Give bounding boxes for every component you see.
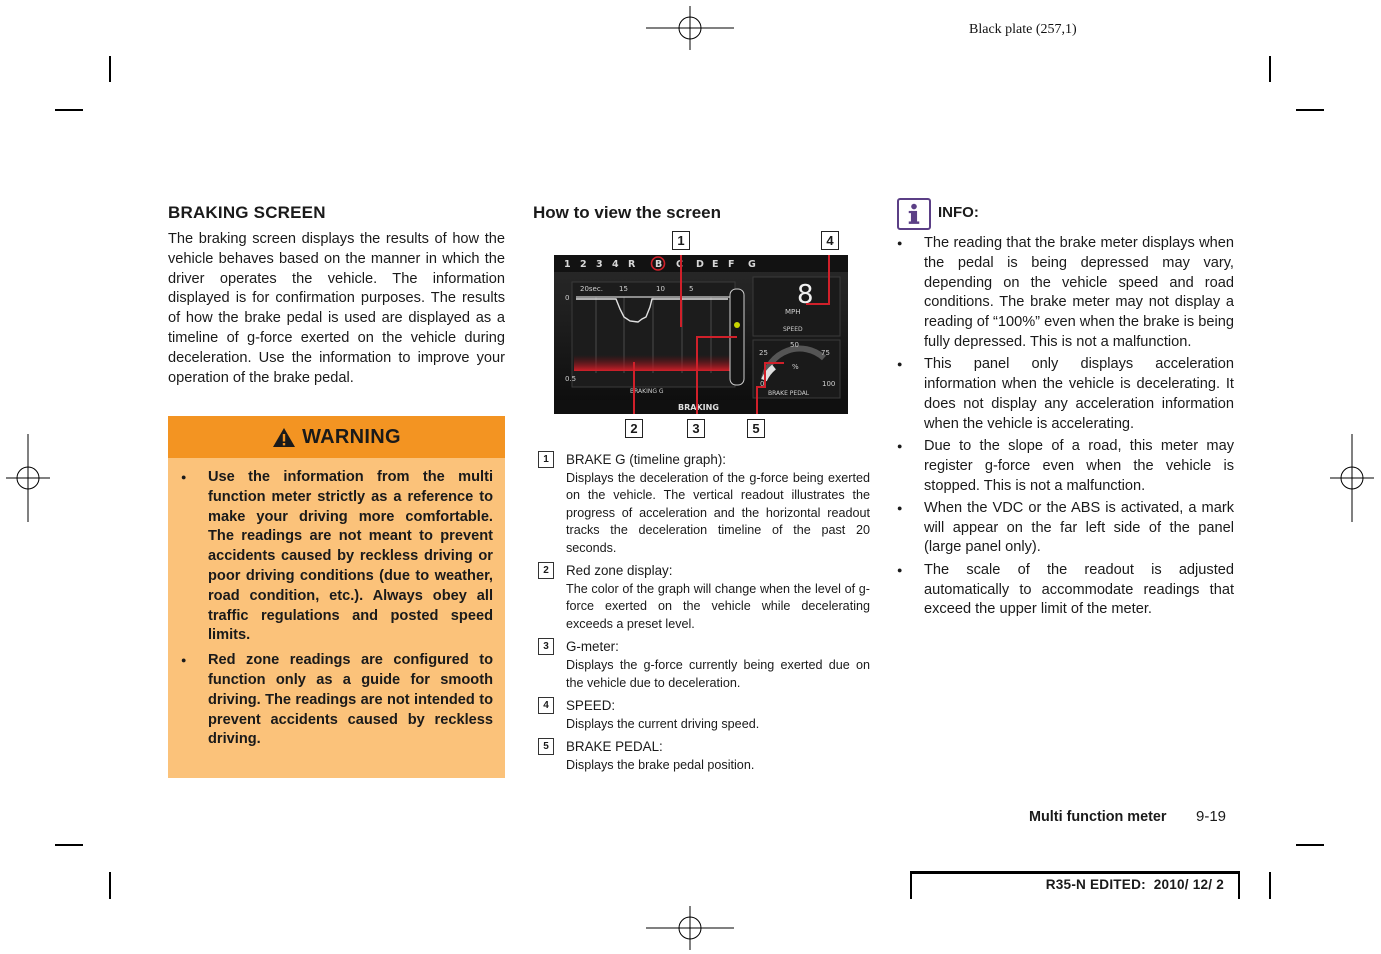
legend-item bbox=[538, 737, 870, 774]
gear-label: B bbox=[655, 259, 663, 270]
edition-box bbox=[910, 871, 1240, 899]
legend-number: 4 bbox=[538, 697, 554, 714]
timeline-tick: 15 bbox=[619, 285, 628, 293]
section-heading: How to view the screen bbox=[533, 203, 721, 222]
gear-label: 1 bbox=[564, 259, 571, 270]
warning-title: WARNING bbox=[302, 425, 401, 448]
info-item: ● Due to the slope of a road, this meter may register g-force even when the vehicle is stopped. This is not a malfunction. bbox=[896, 437, 1234, 496]
warning-item: ● Red zone readings are configured to function only as a guide for smooth driving. The readings are not intended to prevent accidents caused by reckless driving. bbox=[168, 651, 505, 750]
legend-description: Displays the g-force currently being exerted due on the vehicle due to deceleration. bbox=[566, 658, 870, 690]
gear-label: F bbox=[728, 259, 735, 270]
speed-label: SPEED bbox=[783, 326, 803, 333]
gear-label: 2 bbox=[580, 259, 587, 270]
g-meter-marker bbox=[734, 322, 740, 328]
warning-triangle-icon bbox=[272, 427, 296, 448]
pedal-max: 100 bbox=[822, 380, 836, 388]
legend-item bbox=[538, 637, 870, 692]
callout-5: 5 bbox=[747, 419, 765, 438]
gear-label: 3 bbox=[596, 259, 603, 270]
red-zone bbox=[574, 355, 732, 371]
legend-label: G-meter: bbox=[566, 639, 619, 655]
registration-mark-icon bbox=[646, 906, 734, 950]
legend-item bbox=[538, 561, 870, 633]
crop-mark bbox=[1296, 109, 1324, 111]
info-item: ● The scale of the readout is adjusted automatically to accommodate readings that exceed the upper limit of the meter. bbox=[896, 561, 1234, 620]
legend-item bbox=[538, 696, 870, 733]
braking-screen-display bbox=[554, 255, 848, 414]
legend-number: 1 bbox=[538, 451, 554, 468]
info-label: INFO: bbox=[938, 204, 979, 221]
crop-mark bbox=[55, 109, 83, 111]
crop-mark bbox=[1269, 56, 1271, 82]
warning-item: ● Use the information from the multi function meter strictly as a reference to make your driving more comfortable. The readings are not meant to prevent accidents caused by reckless driving or poor driving conditions (due to weather, road condition, etc.). Always obey all traffic regulations and posted speed limits. bbox=[168, 468, 505, 646]
info-item: ● When the VDC or the ABS is activated, a mark will appear on the far left side of the panel (large panel only). bbox=[896, 499, 1234, 558]
legend-description: Displays the brake pedal position. bbox=[566, 758, 755, 773]
gear-label: E bbox=[712, 259, 719, 270]
legend-label: Red zone display: bbox=[566, 563, 673, 579]
speed-value: 8 bbox=[797, 280, 814, 310]
pedal-label: BRAKE PEDAL bbox=[768, 390, 810, 397]
registration-mark-icon bbox=[646, 6, 734, 50]
warning-header bbox=[168, 416, 505, 458]
pedal-unit: % bbox=[792, 363, 799, 371]
registration-mark-icon bbox=[1330, 434, 1374, 522]
crop-mark bbox=[1296, 844, 1324, 846]
crop-mark bbox=[1269, 872, 1271, 899]
pedal-tick: 50 bbox=[790, 341, 799, 349]
info-list bbox=[896, 234, 1234, 623]
gear-label: R bbox=[628, 259, 636, 270]
y-axis-bottom: 0.5 bbox=[565, 375, 577, 383]
footer-section-title: Multi function meter bbox=[1029, 809, 1167, 825]
legend-item bbox=[538, 450, 870, 557]
speed-unit: MPH bbox=[785, 308, 801, 316]
plate-label: Black plate (257,1) bbox=[969, 22, 1077, 37]
legend-number: 3 bbox=[538, 638, 554, 655]
callout-3: 3 bbox=[687, 419, 705, 438]
callout-2: 2 bbox=[625, 419, 643, 438]
intro-paragraph: The braking screen displays the results of how the vehicle behaves based on the manner in which the driver operates the vehicle. The information displayed is for confirmation purposes. The results of how the brake pedal is used are displayed as a timeline of g-force exerted on the vehicle during deceleration. Use the information to improve your operation of the brake pedal. bbox=[168, 231, 505, 386]
gear-label: D bbox=[696, 259, 704, 270]
timeline-tick: 5 bbox=[689, 285, 694, 293]
legend-label: BRAKE PEDAL: bbox=[566, 739, 663, 755]
warning-list bbox=[168, 468, 505, 755]
legend-description: Displays the current driving speed. bbox=[566, 717, 760, 732]
pedal-tick: 75 bbox=[821, 349, 830, 357]
legend-description: The color of the graph will change when the level of g-force exerted on the vehicle while decelerating exceeds a preset level. bbox=[566, 582, 870, 631]
legend-label: SPEED: bbox=[566, 698, 616, 714]
callout-4: 4 bbox=[821, 231, 839, 250]
gear-label: 4 bbox=[612, 259, 619, 270]
legend-number: 2 bbox=[538, 562, 554, 579]
edition-text: R35-N EDITED: 2010/ 12/ 2 bbox=[1045, 877, 1224, 892]
warning-box bbox=[168, 416, 505, 778]
section-heading: BRAKING SCREEN bbox=[168, 203, 326, 222]
legend-label: BRAKE G (timeline graph): bbox=[566, 452, 727, 467]
y-axis-top: 0 bbox=[565, 294, 570, 302]
timeline-tick: 20sec. bbox=[580, 285, 603, 293]
info-icon bbox=[897, 198, 931, 230]
gear-label: C bbox=[676, 259, 683, 270]
crop-mark bbox=[109, 56, 111, 82]
page-number: 9-19 bbox=[1196, 808, 1227, 825]
pedal-min: 0 bbox=[760, 380, 765, 388]
registration-mark-icon bbox=[6, 434, 50, 522]
info-item: ● The reading that the brake meter displays when the pedal is being depressed may vary, depending on the vehicle speed and road conditions. The brake meter may not display a reading of “100%” even when the brake is being fully depressed. This is not a malfunction. bbox=[896, 234, 1234, 353]
callout-1: 1 bbox=[672, 231, 690, 250]
pedal-tick: 25 bbox=[759, 349, 768, 357]
legend-number: 5 bbox=[538, 738, 554, 755]
timeline-tick: 10 bbox=[656, 285, 665, 293]
legend-description: Displays the deceleration of the g-force being exerted on the vehicle. The vertical readout illustrates the progress of acceleration and the horizontal readout tracks the deceleration timeline of the past 20 seconds. bbox=[566, 471, 870, 555]
graph-label: BRAKING G bbox=[630, 388, 664, 395]
crop-mark bbox=[109, 872, 111, 899]
info-item: ● This panel only displays acceleration information when the vehicle is decelerating. It does not display any acceleration information when the vehicle is accelerating. bbox=[896, 355, 1234, 434]
gear-label: G bbox=[748, 259, 756, 270]
legend-list bbox=[538, 450, 870, 779]
screen-title: BRAKING bbox=[678, 403, 719, 412]
crop-mark bbox=[55, 844, 83, 846]
